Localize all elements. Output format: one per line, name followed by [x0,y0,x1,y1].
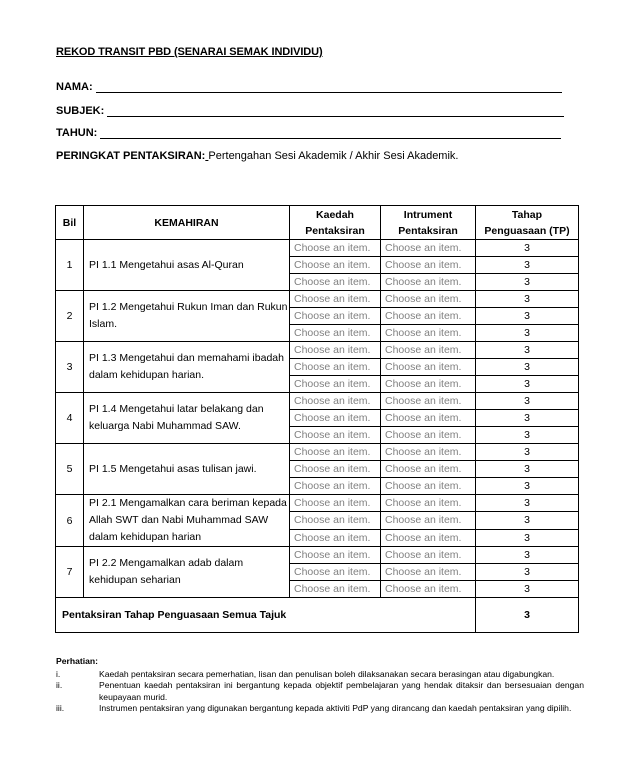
kaedah-dropdown[interactable]: Choose an item. [290,393,381,410]
kaedah-dropdown[interactable]: Choose an item. [290,291,381,308]
tp-value[interactable]: 3 [476,308,579,325]
tp-value[interactable]: 3 [476,581,579,598]
notes-heading: Perhatian: [56,656,99,666]
tp-value[interactable]: 3 [476,257,579,274]
instrument-dropdown[interactable]: Choose an item. [381,547,476,564]
note-item [56,669,584,681]
row-number: 7 [56,547,84,598]
note-item [56,703,584,715]
note-number: i. [56,668,61,679]
summary-row [56,598,579,633]
skill-description: PI 1.3 Mengetahui dan memahami ibadah dalam kehidupan harian. [84,342,290,393]
tp-value[interactable]: 3 [476,240,579,257]
table-row [56,342,579,359]
table-row [56,240,579,257]
table-row [56,547,579,564]
subjek-field [56,104,564,117]
nama-label: NAMA: [56,81,93,93]
instrument-dropdown[interactable]: Choose an item. [381,427,476,444]
instrument-dropdown[interactable]: Choose an item. [381,376,476,393]
table-row [56,393,579,410]
nama-field [56,80,562,93]
tp-value[interactable]: 3 [476,342,579,359]
table-row [56,444,579,461]
instrument-dropdown[interactable]: Choose an item. [381,581,476,598]
kaedah-dropdown[interactable]: Choose an item. [290,376,381,393]
kaedah-dropdown[interactable]: Choose an item. [290,274,381,291]
kaedah-dropdown[interactable]: Choose an item. [290,495,381,512]
table-body [56,240,579,598]
kaedah-dropdown[interactable]: Choose an item. [290,461,381,478]
kaedah-dropdown[interactable]: Choose an item. [290,308,381,325]
kaedah-dropdown[interactable]: Choose an item. [290,512,381,529]
tahun-input-line[interactable] [100,126,561,139]
tp-value[interactable]: 3 [476,478,579,495]
instrument-dropdown[interactable]: Choose an item. [381,257,476,274]
skill-description: PI 1.4 Mengetahui latar belakang dan keluarga Nabi Muhammad SAW. [84,393,290,444]
tp-value[interactable]: 3 [476,461,579,478]
note-text: Kaedah pentaksiran secara pemerhatian, lisan dan penulisan boleh dilaksanakan secara berasingan atau digabungkan. [99,668,555,679]
summary-value: 3 [476,598,579,633]
notes-list [56,669,584,715]
header-kemahiran: KEMAHIRAN [84,206,290,240]
instrument-dropdown[interactable]: Choose an item. [381,495,476,512]
instrument-dropdown[interactable]: Choose an item. [381,359,476,376]
note-text: Penentuan kaedah pentaksiran ini bergantung kepada objektif pembelajaran yang hendak ditaksir dan bersesuaian dengan keupayaan murid. [99,680,584,702]
kaedah-dropdown[interactable]: Choose an item. [290,427,381,444]
nama-input-line[interactable] [96,80,562,93]
row-number: 5 [56,444,84,495]
header-bil: Bil [56,206,84,240]
instrument-dropdown[interactable]: Choose an item. [381,564,476,581]
table-row [56,495,579,512]
kaedah-dropdown[interactable]: Choose an item. [290,564,381,581]
header-instrument: Intrument Pentaksiran [381,206,476,240]
tp-value[interactable]: 3 [476,274,579,291]
kaedah-dropdown[interactable]: Choose an item. [290,444,381,461]
row-number: 4 [56,393,84,444]
tp-value[interactable]: 3 [476,529,579,546]
tahun-field [56,126,561,139]
tp-value[interactable]: 3 [476,325,579,342]
instrument-dropdown[interactable]: Choose an item. [381,461,476,478]
tp-value[interactable]: 3 [476,359,579,376]
peringkat-value: Pertengahan Sesi Akademik / Akhir Sesi Akademik. [208,150,459,162]
instrument-dropdown[interactable]: Choose an item. [381,410,476,427]
kaedah-dropdown[interactable]: Choose an item. [290,581,381,598]
kaedah-dropdown[interactable]: Choose an item. [290,257,381,274]
skill-description: PI 2.1 Mengamalkan cara beriman kepada Allah SWT dan Nabi Muhammad SAW dalam kehidupan harian [84,495,290,547]
instrument-dropdown[interactable]: Choose an item. [381,393,476,410]
skill-description: PI 1.2 Mengetahui Rukun Iman dan Rukun Islam. [84,291,290,342]
instrument-dropdown[interactable]: Choose an item. [381,291,476,308]
kaedah-dropdown[interactable]: Choose an item. [290,342,381,359]
note-number: ii. [56,680,63,690]
kaedah-dropdown[interactable]: Choose an item. [290,359,381,376]
row-number: 1 [56,240,84,291]
kaedah-dropdown[interactable]: Choose an item. [290,529,381,546]
peringkat-label: PERINGKAT PENTAKSIRAN: [56,150,206,162]
kaedah-dropdown[interactable]: Choose an item. [290,325,381,342]
subjek-input-line[interactable] [107,104,564,117]
kaedah-dropdown[interactable]: Choose an item. [290,410,381,427]
skill-description: PI 2.2 Mengamalkan adab dalam kehidupan seharian [84,547,290,598]
skill-description: PI 1.1 Mengetahui asas Al-Quran [84,240,290,291]
tp-value[interactable]: 3 [476,495,579,512]
tp-value[interactable]: 3 [476,564,579,581]
kaedah-dropdown[interactable]: Choose an item. [290,547,381,564]
instrument-dropdown[interactable]: Choose an item. [381,240,476,257]
summary-label: Pentaksiran Tahap Penguasaan Semua Tajuk [56,598,476,633]
table-header-row [56,206,579,240]
instrument-dropdown[interactable]: Choose an item. [381,529,476,546]
header-tahap: Tahap Penguasaan (TP) [476,206,579,240]
tp-value[interactable]: 3 [476,444,579,461]
header-kaedah: Kaedah Pentaksiran [290,206,381,240]
tp-value[interactable]: 3 [476,376,579,393]
instrument-dropdown[interactable]: Choose an item. [381,274,476,291]
tp-value[interactable]: 3 [476,512,579,529]
instrument-dropdown[interactable]: Choose an item. [381,512,476,529]
row-number: 3 [56,342,84,393]
tp-value[interactable]: 3 [476,410,579,427]
note-text: Instrumen pentaksiran yang digunakan bergantung kepada aktiviti PdP yang dirancang dan kaedah pentaksiran yang dipilih. [99,703,572,713]
instrument-dropdown[interactable]: Choose an item. [381,342,476,359]
tp-value[interactable]: 3 [476,393,579,410]
kaedah-dropdown[interactable]: Choose an item. [290,478,381,495]
subjek-label: SUBJEK: [56,105,105,117]
kaedah-dropdown[interactable]: Choose an item. [290,240,381,257]
peringkat-pentaksiran [56,150,458,162]
document-title: REKOD TRANSIT PBD (SENARAI SEMAK INDIVIDU) [56,46,323,58]
instrument-dropdown[interactable]: Choose an item. [381,308,476,325]
instrument-dropdown[interactable]: Choose an item. [381,444,476,461]
notes-section [56,656,584,715]
instrument-dropdown[interactable]: Choose an item. [381,325,476,342]
tp-value[interactable]: 3 [476,427,579,444]
tp-value[interactable]: 3 [476,291,579,308]
row-number: 6 [56,495,84,547]
row-number: 2 [56,291,84,342]
skill-description: PI 1.5 Mengetahui asas tulisan jawi. [84,444,290,495]
tp-value[interactable]: 3 [476,547,579,564]
note-item [56,680,584,703]
note-number: iii. [56,703,65,713]
tahun-label: TAHUN: [56,127,98,139]
instrument-dropdown[interactable]: Choose an item. [381,478,476,495]
table-row [56,291,579,308]
assessment-table [55,205,579,633]
